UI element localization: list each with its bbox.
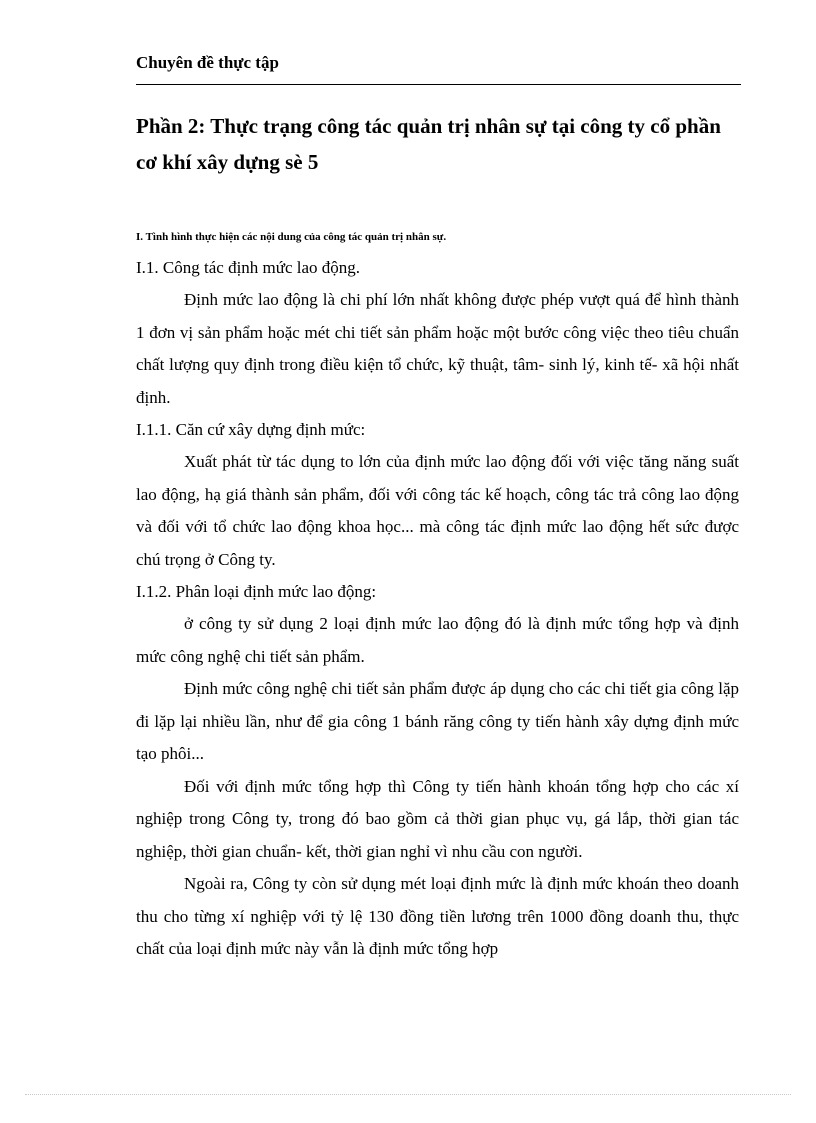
- paragraph-5: Đối với định mức tổng hợp thì Công ty tiến hành khoán tổng hợp cho các xí nghiệp trong Công ty, trong đó bao gồm cả thời gian phục vụ, gá lắp, thời gian tác nghiệp, thời gian chuẩn- kết, thời gian nghỉ vì nhu cầu con người.: [136, 776, 739, 861]
- subsection-heading-1-1: I.1.1. Căn cứ xây dựng định mức:: [136, 420, 366, 439]
- section-heading: I. Tình hình thực hiện các nội dung của công tác quản trị nhân sự.: [136, 231, 447, 243]
- page-bottom-dotted-border: [25, 1094, 791, 1095]
- paragraph-4: Định mức công nghệ chi tiết sản phẩm được áp dụng cho các chi tiết gia công lặp đi lặp lại nhiều lần, như để gia công 1 bánh răng công ty tiến hành xây dựng định mức tạo phôi...: [136, 679, 739, 763]
- body-text: [136, 252, 739, 966]
- running-header: Chuyên đề thực tập: [136, 53, 279, 72]
- header-rule: [136, 84, 741, 85]
- subsection-heading-1: I.1. Công tác định mức lao động.: [136, 258, 361, 277]
- subsection-heading-1-2: I.1.2. Phân loại định mức lao động:: [136, 582, 377, 601]
- paragraph-2: Xuất phát từ tác dụng to lớn của định mức lao động đối với việc tăng năng suất lao động, hạ giá thành sản phẩm, đối với công tác kế hoạch, công tác trả công lao động và đối với tổ chức lao động khoa học... mà công tác định mức lao động hết sức được chú trọng ở Công ty.: [136, 452, 739, 569]
- paragraph-3: ở công ty sử dụng 2 loại định mức lao động đó là định mức tổng hợp và định mức công nghệ chi tiết sản phẩm.: [136, 614, 739, 666]
- paragraph-6: Ngoài ra, Công ty còn sử dụng mét loại định mức là định mức khoán theo doanh thu cho từng xí nghiệp với tỷ lệ 130 đồng tiền lương trên 1000 đồng doanh thu, thực chất của loại định mức này vẫn là định mức tổng hợp: [136, 874, 739, 958]
- paragraph-1: Định mức lao động là chi phí lớn nhất không được phép vượt quá để hình thành 1 đơn vị sản phẩm hoặc mét chi tiết sản phẩm hoặc một bước công việc theo tiêu chuẩn chất lượng quy định trong điều kiện tổ chức, kỹ thuật, tâm- sinh lý, kinh tế- xã hội nhất định.: [136, 290, 739, 407]
- part-title: Phần 2: Thực trạng công tác quản trị nhân sự tại công ty cổ phần cơ khí xây dựng sè 5: [136, 114, 721, 174]
